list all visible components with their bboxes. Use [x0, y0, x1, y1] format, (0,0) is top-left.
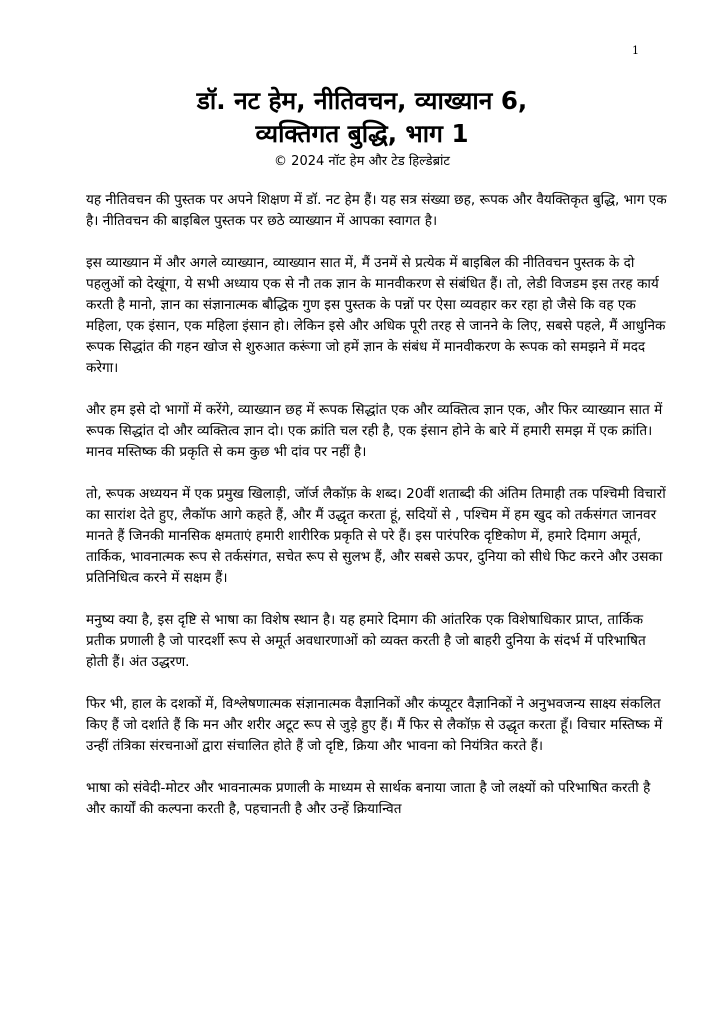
paragraph-7: भाषा को संवेदी-मोटर और भावनात्मक प्रणाली के माध्यम से सार्थक बनाया जाता है जो लक्ष्यों को परिभाषित करती है और कार्यों की कल्पना करती है, पहचानती है और उन्हें क्रियान्वित — [86, 780, 651, 817]
paragraph-4: तो, रूपक अध्ययन में एक प्रमुख खिलाड़ी, जॉर्ज लैकॉफ़ के शब्द। 20वीं शताब्दी की अंतिम तिमाही तक पश्चिमी विचारों का सारांश देते हुए, लैकॉफ आगे कहते हैं, और मैं उद्धृत करता हूं, सदियों से , पश्चिम में हम खुद को तर्कसंगत जानवर मानते हैं जिनकी मानसिक क्षमताएं हमारी शारीरिक प्रकृति से परे हैं। इस पारंपरिक दृष्टिकोण में, हमारे दिमाग अमूर्त, तार्किक, भावनात्मक रूप से तर्कसंगत, सचेत रूप से सुलभ हैं, और सबसे ऊपर, दुनिया को सीधे फिट करने और उसका प्रतिनिधित्व करने में सक्षम हैं। — [86, 486, 666, 586]
paragraph-5: मनुष्य क्या है, इस दृष्टि से भाषा का विशेष स्थान है। यह हमारे दिमाग की आंतरिक एक विशेषाधिकार प्राप्त, तार्किक प्रतीक प्रणाली है जो पारदर्शी रूप से अमूर्त अवधारणाओं को व्यक्त करती है जो बाहरी दुनिया के संदर्भ में परिभाषित होती हैं। अंत उद्धरण. — [86, 612, 646, 670]
paragraph-6: फिर भी, हाल के दशकों में, विश्लेषणात्मक संज्ञानात्मक वैज्ञानिकों और कंप्यूटर वैज्ञानिकों ने अनुभवजन्य साक्ष्य संकलित किए हैं जो दर्शाते हैं कि मन और शरीर अटूट रूप से जुड़े हुए हैं। मैं फिर से लैकॉफ़ से उद्धृत करता हूँ। विचार मस्तिष्क में उन्हीं तंत्रिका संरचनाओं द्वारा संचालित होते हैं जो दृष्टि, क्रिया और भावना को नियंत्रित करते हैं। — [86, 696, 663, 754]
document-body — [86, 190, 668, 841]
page-number: 1 — [632, 44, 639, 57]
paragraph-2: इस व्याख्यान में और अगले व्याख्यान, व्याख्यान सात में, मैं उनमें से प्रत्येक में बाइबिल की नीतिवचन पुस्तक के दो पहलुओं को देखूंगा, ये सभी अध्याय एक से नौ तक ज्ञान के मानवीकरण से संबंधित हैं। तो, लेडी विजडम इस तरह कार्य करती है मानो, ज्ञान का संज्ञानात्मक बौद्धिक गुण इस पुस्तक के पन्नों पर ऐसा व्यवहार कर रहा हो जैसे कि वह एक महिला, एक इंसान, एक महिला इंसान हो। लेकिन इसे और अधिक पूरी तरह से जानने के लिए, सबसे पहले, मैं आधुनिक रूपक सिद्धांत की गहन खोज से शुरुआत करूंगा जो हमें ज्ञान के संबंध में मानवीकरण के रूपक को समझने में मदद करेगा। — [86, 255, 666, 376]
paragraph-3: और हम इसे दो भागों में करेंगे, व्याख्यान छह में रूपक सिद्धांत एक और व्यक्तित्व ज्ञान एक, और फिर व्याख्यान सात में रूपक सिद्धांत दो और व्यक्तित्व ज्ञान दो। एक क्रांति चल रही है, एक इंसान होने के बारे में हमारी समझ में एक क्रांति। मानव मस्तिष्क की प्रकृति से कम कुछ भी दांव पर नहीं है। — [86, 402, 663, 460]
paragraph-1: यह नीतिवचन की पुस्तक पर अपने शिक्षण में डॉ. नट हेम हैं। यह सत्र संख्या छह, रूपक और वैयक्तिकृत बुद्धि, भाग एक है। नीतिवचन की बाइबिल पुस्तक पर छठे व्याख्यान में आपका स्वागत है। — [86, 192, 667, 229]
document-title-line-1: डॉ. नट हेम, नीतिवचन, व्याख्यान 6, — [196, 86, 528, 115]
document-header — [60, 84, 664, 172]
copyright-notice: © 2024 नॉट हेम और टेड हिल्डेब्रांट — [274, 154, 450, 169]
document-title-line-2: व्यक्तिगत बुद्धि, भाग 1 — [255, 119, 469, 148]
